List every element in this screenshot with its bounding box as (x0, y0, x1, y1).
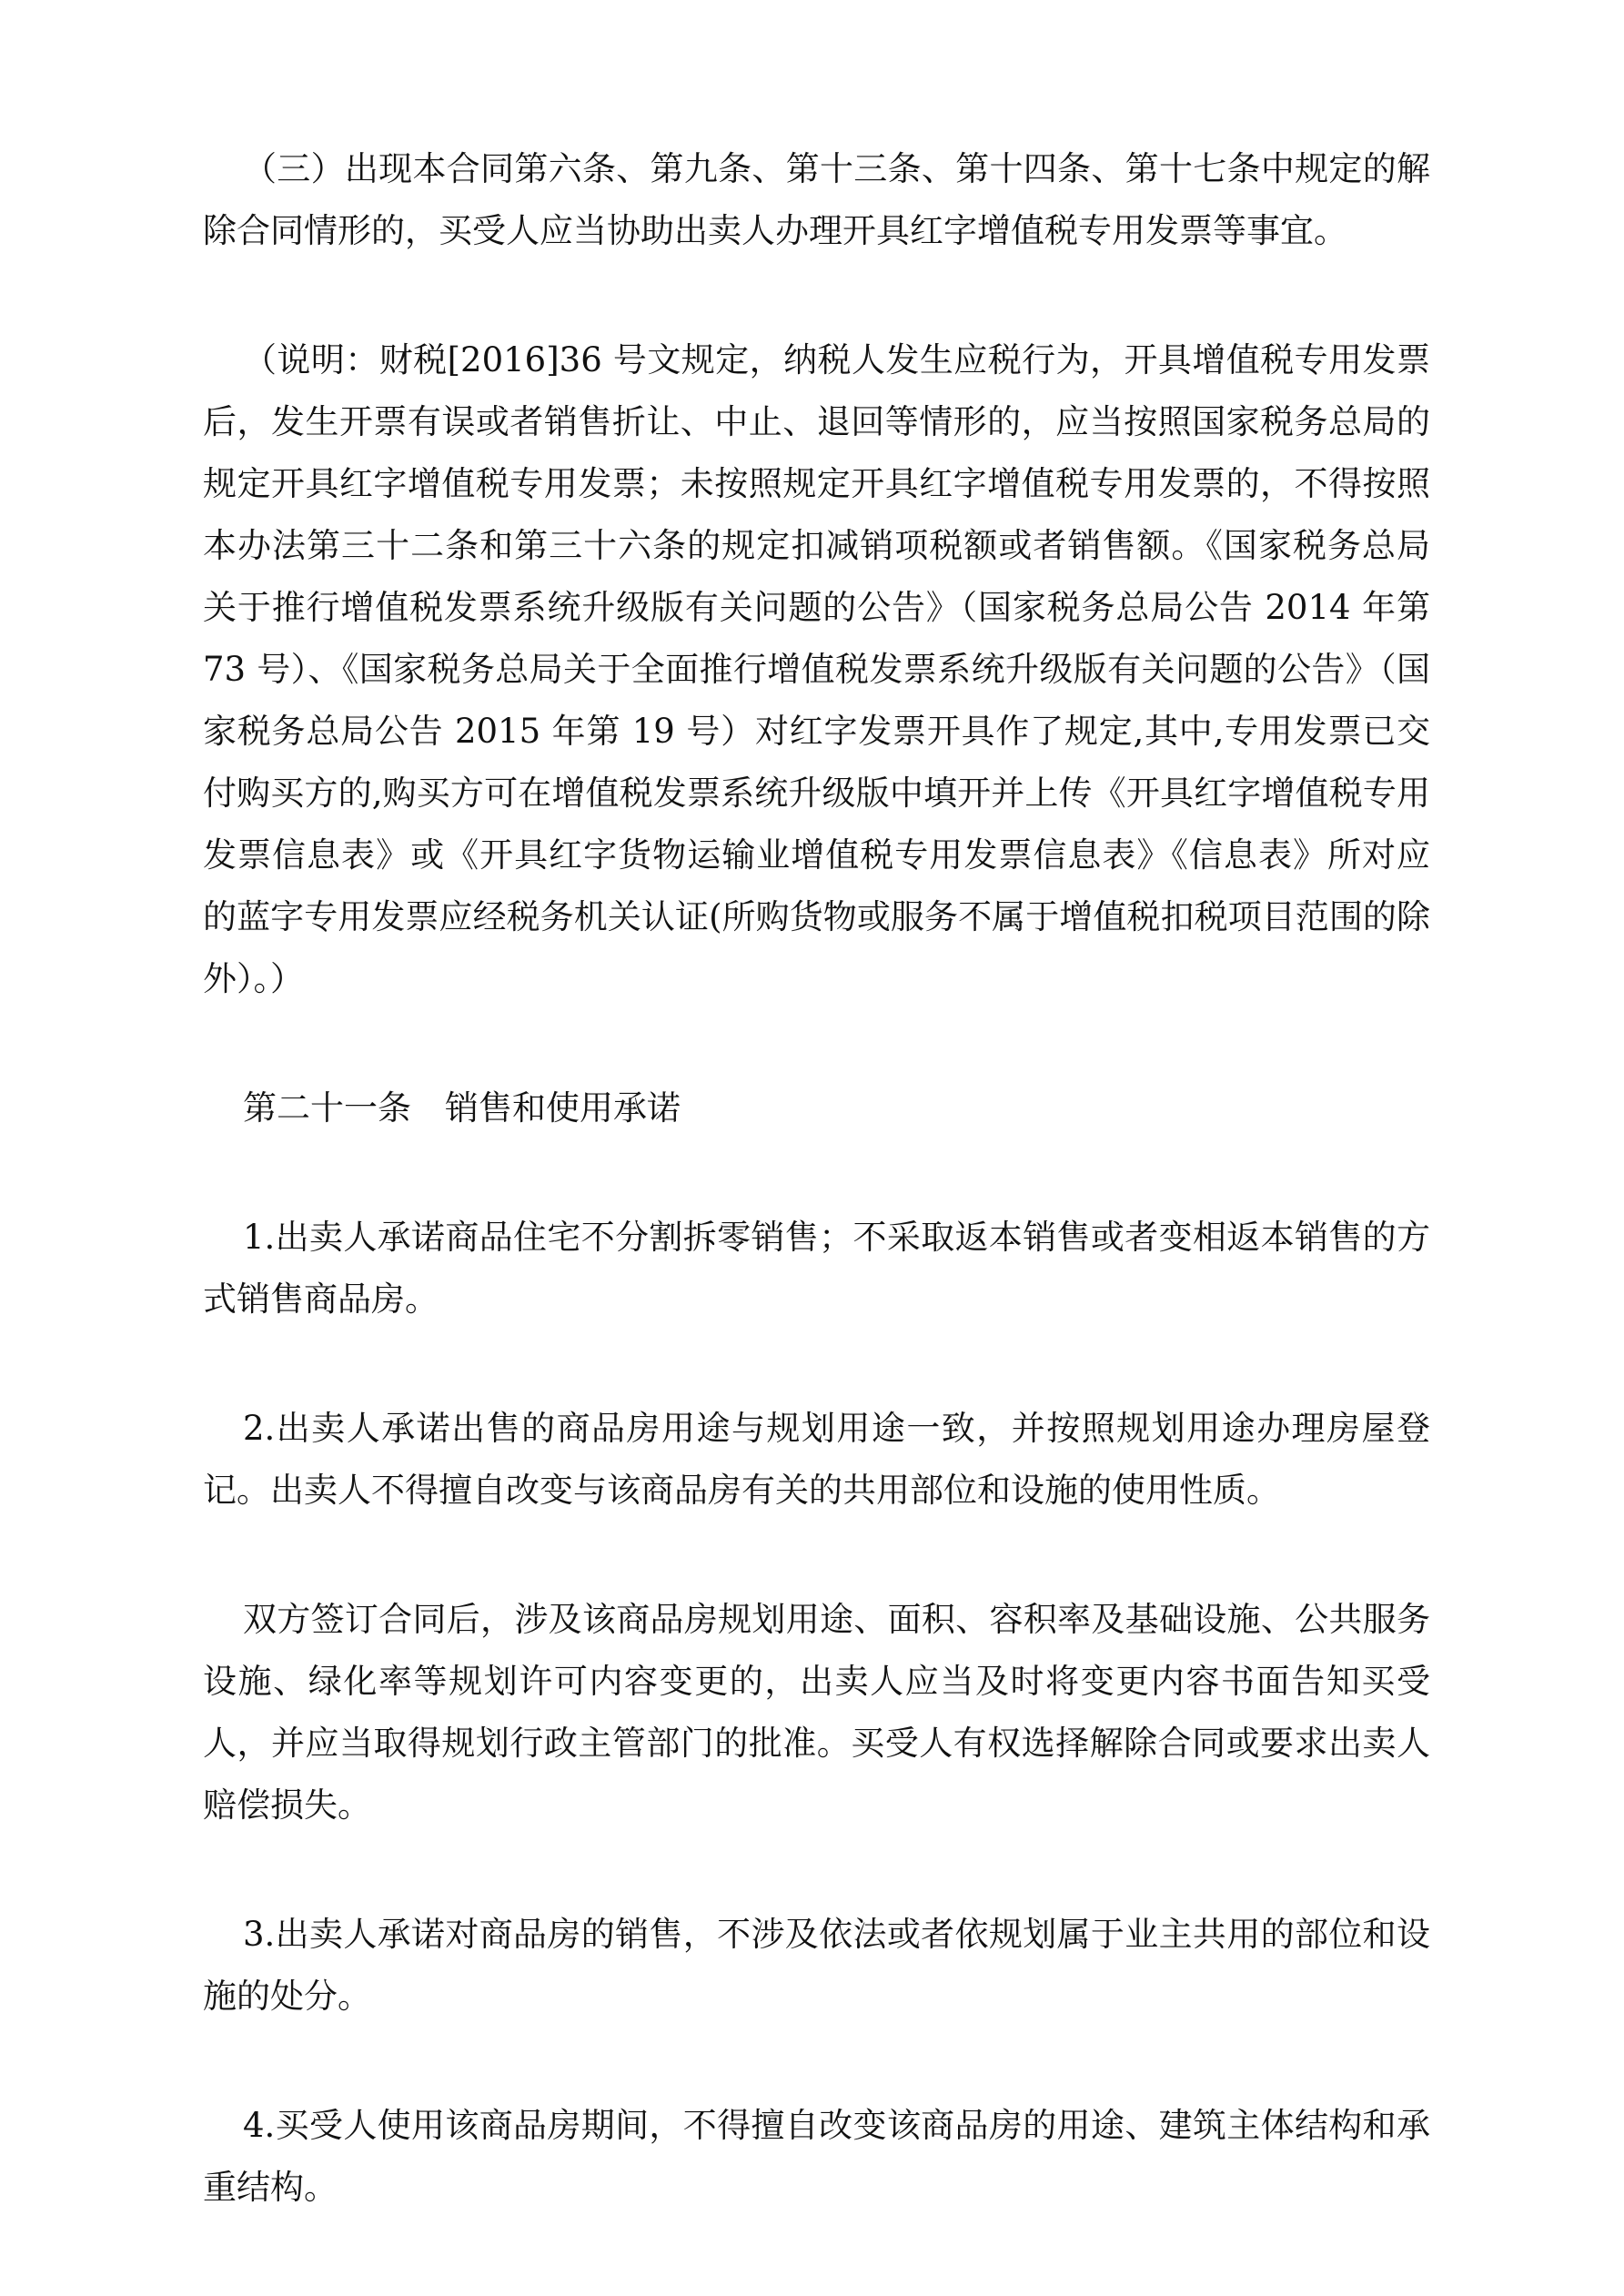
paragraph-clause-three: （三）出现本合同第六条、第九条、第十三条、第十四条、第十七条中规定的解除合同情形的，买受人应当协助出卖人办理开具红字增值税专用发票等事宜。 (203, 149, 1430, 250)
paragraph-item-1: 1.出卖人承诺商品住宅不分割拆零销售；不采取返本销售或者变相返本销售的方式销售商品房。 (203, 1218, 1430, 1319)
heading-article-21: 第二十一条 销售和使用承诺 (243, 1088, 681, 1128)
paragraph-note-explanation: （说明：财税[2016]36 号文规定，纳税人发生应税行为，开具增值税专用发票后，发生开票有误或者销售折让、中止、退回等情形的，应当按照国家税务总局的规定开具红字增值税专用发票；未按照规定开具红字增值税专用发票的，不得按照本办法第三十二条和第三十六条的规定扣减销项税额或者销售额。《国家税务总局关于推行增值税发票系统升级版有关问题的公告》（国家税务总局公告 2014 年第 73 号）、《国家税务总局关于全面推行增值税发票系统升级版有关问题的公告》（国家税务总局公告 2015 年第 19 号）对红字发票开具作了规定,其中,专用发票已交付购买方的,购买方可在增值税发票系统升级版中填开并上传《开具红字增值税专用发票信息表》或《开具红字货物运输业增值税专用发票信息表》《信息表》所对应的蓝字专用发票应经税务机关认证(所购货物或服务不属于增值税扣税项目范围的除外）。） (203, 340, 1430, 998)
paragraph-item-3: 3.出卖人承诺对商品房的销售，不涉及依法或者依规划属于业主共用的部位和设施的处分。 (203, 1915, 1430, 2016)
paragraph-planning-change: 双方签订合同后，涉及该商品房规划用途、面积、容积率及基础设施、公共服务设施、绿化率等规划许可内容变更的，出卖人应当及时将变更内容书面告知买受人，并应当取得规划行政主管部门的批准。买受人有权选择解除合同或要求出卖人赔偿损失。 (203, 1600, 1430, 1825)
paragraph-item-4: 4.买受人使用该商品房期间，不得擅自改变该商品房的用途、建筑主体结构和承重结构。 (203, 2106, 1430, 2207)
paragraph-item-2: 2.出卖人承诺出售的商品房用途与规划用途一致，并按照规划用途办理房屋登记。出卖人不得擅自改变与该商品房有关的共用部位和设施的使用性质。 (203, 1409, 1430, 1510)
